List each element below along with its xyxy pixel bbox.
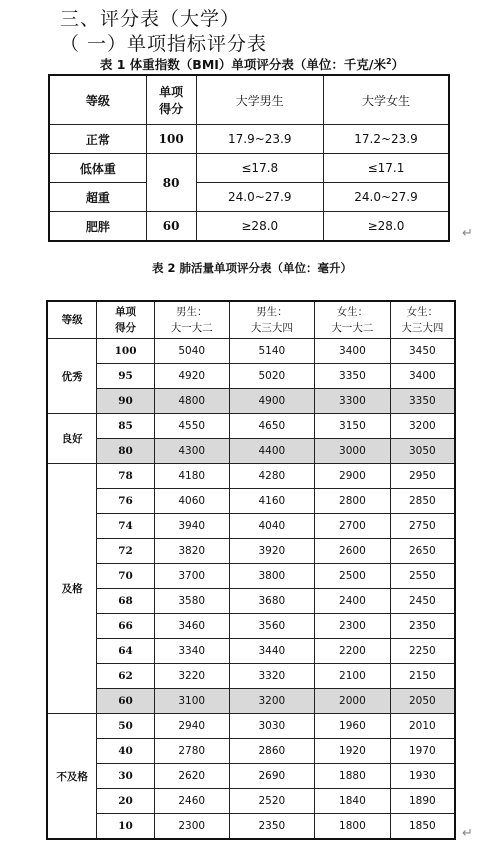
female-y34-cell: 2150 — [390, 664, 455, 689]
score-cell: 76 — [97, 489, 155, 514]
male-y12-cell: 4300 — [154, 439, 229, 464]
score-cell: 95 — [97, 364, 155, 389]
header-male: 大学男生 — [196, 75, 323, 125]
score-cell: 100 — [97, 339, 155, 364]
header-female-y12 — [315, 301, 391, 339]
female-y34-cell: 3350 — [390, 389, 455, 414]
score-cell: 62 — [97, 664, 155, 689]
table2-body — [47, 339, 455, 840]
grade-cell: 良好 — [47, 414, 97, 464]
score-cell: 72 — [97, 539, 155, 564]
table-row — [47, 414, 455, 439]
grade-cell: 及格 — [47, 464, 97, 714]
table-row — [47, 489, 455, 514]
score-cell: 74 — [97, 514, 155, 539]
female-y34-cell: 2450 — [390, 589, 455, 614]
bmi-score-table — [48, 74, 450, 242]
male-y12-cell: 3700 — [154, 564, 229, 589]
male-y34-cell: 2690 — [229, 764, 315, 789]
female-y12-cell: 1920 — [315, 739, 391, 764]
male-cell: 17.9~23.9 — [196, 125, 323, 154]
score-cell: 50 — [97, 714, 155, 739]
table-row — [47, 339, 455, 364]
male-y12-cell: 5040 — [154, 339, 229, 364]
table-header-row — [49, 75, 449, 125]
female-y34-cell: 2950 — [390, 464, 455, 489]
male-y12-cell: 4550 — [154, 414, 229, 439]
table1-caption-end: ） — [391, 57, 405, 72]
table1-caption-sup: 2 — [386, 56, 392, 66]
table-row — [49, 154, 449, 183]
female-y34-cell: 1890 — [390, 789, 455, 814]
male-y34-cell: 5020 — [229, 364, 315, 389]
male-y12-cell: 3580 — [154, 589, 229, 614]
male-y34-cell: 2860 — [229, 739, 315, 764]
male-y12-cell: 3940 — [154, 514, 229, 539]
male-y12-cell: 2940 — [154, 714, 229, 739]
male-y34-cell: 4280 — [229, 464, 315, 489]
table-row — [47, 639, 455, 664]
header-score-line2: 得分 — [159, 102, 184, 116]
male-y34-cell: 3560 — [229, 614, 315, 639]
header-grade: 等级 — [49, 75, 146, 125]
male-y34-cell: 4160 — [229, 489, 315, 514]
header-line2: 大三大四 — [401, 322, 444, 334]
female-y34-cell: 3050 — [390, 439, 455, 464]
female-y34-cell: 3450 — [390, 339, 455, 364]
table-row — [47, 689, 455, 714]
table-row — [47, 389, 455, 414]
score-cell: 30 — [97, 764, 155, 789]
header-score — [146, 75, 196, 125]
female-y12-cell: 3400 — [315, 339, 391, 364]
female-y12-cell: 2200 — [315, 639, 391, 664]
male-y34-cell: 4040 — [229, 514, 315, 539]
male-y12-cell: 3100 — [154, 689, 229, 714]
female-cell: 17.2~23.9 — [324, 125, 450, 154]
table-row — [47, 739, 455, 764]
male-cell: ≥28.0 — [196, 212, 323, 242]
score-cell: 85 — [97, 414, 155, 439]
table-row — [47, 514, 455, 539]
header-score-line1: 单项 — [115, 306, 137, 318]
male-y12-cell: 2460 — [154, 789, 229, 814]
score-cell: 70 — [97, 564, 155, 589]
male-y12-cell: 4060 — [154, 489, 229, 514]
paragraph-return-mark: ↵ — [462, 826, 473, 841]
male-y12-cell: 4920 — [154, 364, 229, 389]
vital-capacity-score-table — [46, 300, 456, 840]
female-y12-cell: 2300 — [315, 614, 391, 639]
table-row — [47, 464, 455, 489]
male-y12-cell: 3340 — [154, 639, 229, 664]
male-y34-cell: 3320 — [229, 664, 315, 689]
table-row — [49, 212, 449, 242]
female-y34-cell: 3200 — [390, 414, 455, 439]
female-y34-cell: 2350 — [390, 614, 455, 639]
table-row — [47, 589, 455, 614]
score-cell: 100 — [146, 125, 196, 154]
header-female: 大学女生 — [324, 75, 450, 125]
female-cell: ≥28.0 — [324, 212, 450, 242]
grade-cell: 优秀 — [47, 339, 97, 414]
male-y34-cell: 4650 — [229, 414, 315, 439]
score-cell: 60 — [97, 689, 155, 714]
section-heading: 三、评分表（大学） — [60, 8, 241, 30]
score-cell: 20 — [97, 789, 155, 814]
female-y12-cell: 2500 — [315, 564, 391, 589]
grade-cell: 超重 — [49, 183, 146, 212]
male-y12-cell: 3460 — [154, 614, 229, 639]
header-line2: 大一大二 — [331, 322, 374, 334]
header-line1: 女生： — [406, 306, 439, 318]
female-y12-cell: 2400 — [315, 589, 391, 614]
header-grade: 等级 — [47, 301, 97, 339]
male-y34-cell: 3200 — [229, 689, 315, 714]
header-score — [97, 301, 155, 339]
table-row — [47, 539, 455, 564]
female-y12-cell: 1960 — [315, 714, 391, 739]
score-cell: 90 — [97, 389, 155, 414]
female-y34-cell: 1970 — [390, 739, 455, 764]
male-y12-cell: 4180 — [154, 464, 229, 489]
table2-caption: 表 2 肺活量单项评分表（单位：毫升） — [151, 261, 352, 275]
female-y34-cell: 2550 — [390, 564, 455, 589]
female-y12-cell: 3150 — [315, 414, 391, 439]
header-line1: 男生： — [256, 306, 288, 318]
table-header-row — [47, 301, 455, 339]
table-row — [47, 614, 455, 639]
male-y12-cell: 3220 — [154, 664, 229, 689]
female-y12-cell: 1880 — [315, 764, 391, 789]
grade-cell: 不及格 — [47, 714, 97, 840]
female-y34-cell: 2650 — [390, 539, 455, 564]
male-y12-cell: 2300 — [154, 814, 229, 840]
female-y12-cell: 3350 — [315, 364, 391, 389]
table-row — [47, 814, 455, 840]
female-y34-cell: 2050 — [390, 689, 455, 714]
table-row — [49, 125, 449, 154]
table-row — [47, 439, 455, 464]
grade-cell: 肥胖 — [49, 212, 146, 242]
female-y12-cell: 1840 — [315, 789, 391, 814]
male-y34-cell: 2350 — [229, 814, 315, 840]
score-cell: 10 — [97, 814, 155, 840]
female-y34-cell: 2250 — [390, 639, 455, 664]
male-y34-cell: 3030 — [229, 714, 315, 739]
header-male-y12 — [154, 301, 229, 339]
header-score-line2: 得分 — [115, 322, 137, 334]
female-y12-cell: 2800 — [315, 489, 391, 514]
score-cell: 80 — [146, 154, 196, 212]
female-y12-cell: 2700 — [315, 514, 391, 539]
female-y34-cell: 2010 — [390, 714, 455, 739]
female-y12-cell: 2100 — [315, 664, 391, 689]
header-score-line1: 单项 — [159, 85, 184, 99]
score-cell: 78 — [97, 464, 155, 489]
female-cell: 24.0~27.9 — [324, 183, 450, 212]
header-line2: 大三大四 — [250, 322, 293, 334]
subsection-heading: （ 一）单项指标评分表 — [60, 33, 268, 55]
table-row — [49, 183, 449, 212]
male-y34-cell: 3440 — [229, 639, 315, 664]
male-y34-cell: 5140 — [229, 339, 315, 364]
male-y34-cell: 2520 — [229, 789, 315, 814]
header-male-y34 — [229, 301, 315, 339]
female-y12-cell: 1800 — [315, 814, 391, 840]
table-row — [47, 789, 455, 814]
female-y34-cell: 1850 — [390, 814, 455, 840]
female-y12-cell: 3000 — [315, 439, 391, 464]
male-y34-cell: 4400 — [229, 439, 315, 464]
female-y34-cell: 1930 — [390, 764, 455, 789]
paragraph-return-mark: ↵ — [462, 226, 473, 241]
score-cell: 80 — [97, 439, 155, 464]
table-row — [47, 664, 455, 689]
score-cell: 64 — [97, 639, 155, 664]
table1-caption-text: 表 1 体重指数（BMI）单项评分表（单位：千克/米 — [99, 57, 386, 72]
male-y34-cell: 3800 — [229, 564, 315, 589]
female-y12-cell: 2000 — [315, 689, 391, 714]
male-y12-cell: 2780 — [154, 739, 229, 764]
female-y12-cell: 2900 — [315, 464, 391, 489]
male-y12-cell: 3820 — [154, 539, 229, 564]
male-cell: 24.0~27.9 — [196, 183, 323, 212]
male-cell: ≤17.8 — [196, 154, 323, 183]
male-y12-cell: 2620 — [154, 764, 229, 789]
male-y34-cell: 3920 — [229, 539, 315, 564]
table-row — [47, 764, 455, 789]
header-line2: 大一大二 — [170, 322, 213, 334]
table-row — [47, 564, 455, 589]
female-y34-cell: 2850 — [390, 489, 455, 514]
score-cell: 68 — [97, 589, 155, 614]
female-y12-cell: 2600 — [315, 539, 391, 564]
header-line1: 女生： — [336, 306, 369, 318]
male-y34-cell: 4900 — [229, 389, 315, 414]
score-cell: 66 — [97, 614, 155, 639]
male-y34-cell: 3680 — [229, 589, 315, 614]
table-row — [47, 364, 455, 389]
female-y34-cell: 3400 — [390, 364, 455, 389]
score-cell: 40 — [97, 739, 155, 764]
female-y34-cell: 2750 — [390, 514, 455, 539]
table-row — [47, 714, 455, 739]
table1-caption — [0, 55, 504, 73]
score-cell: 60 — [146, 212, 196, 242]
female-y12-cell: 3300 — [315, 389, 391, 414]
female-cell: ≤17.1 — [324, 154, 450, 183]
male-y12-cell: 4800 — [154, 389, 229, 414]
header-female-y34 — [390, 301, 455, 339]
header-line1: 男生： — [175, 306, 208, 318]
grade-cell: 低体重 — [49, 154, 146, 183]
grade-cell: 正常 — [49, 125, 146, 154]
